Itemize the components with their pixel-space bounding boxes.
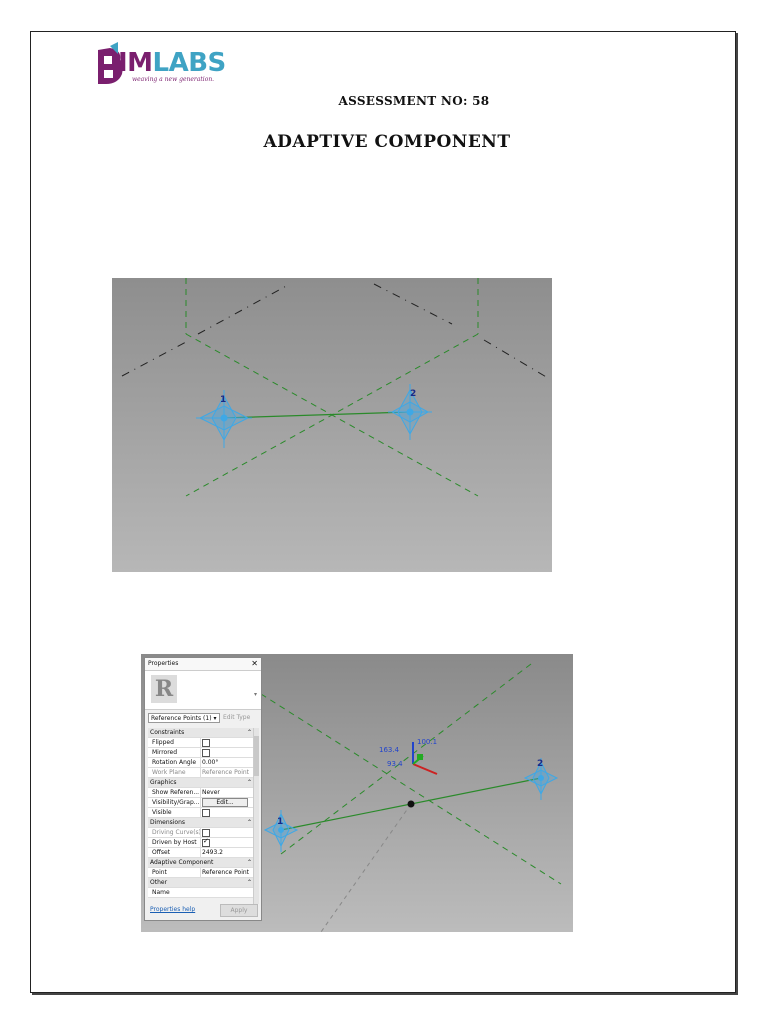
property-value[interactable]: 0.00°	[200, 758, 254, 767]
property-row[interactable]	[148, 798, 254, 808]
screenshot-2-viewport	[141, 654, 573, 932]
property-group-label: Dimensions	[150, 819, 186, 826]
property-value[interactable]: 2493.2	[200, 848, 254, 857]
collapse-icon[interactable]: ⌃	[246, 819, 252, 826]
property-value[interactable]: Never	[200, 788, 254, 797]
property-row[interactable]	[148, 838, 254, 848]
close-icon[interactable]: ✕	[251, 659, 258, 668]
assessment-number: ASSESSMENT NO: 58	[338, 94, 490, 108]
property-key: Show Referen...	[152, 789, 200, 796]
property-group-dimensions[interactable]	[148, 818, 254, 828]
property-group-label: Adaptive Component	[150, 859, 214, 866]
property-key: Visibility/Grap...	[152, 799, 200, 806]
element-selector-value: Reference Points (1)	[151, 715, 212, 722]
type-selector-row	[145, 713, 261, 725]
property-group-label: Constraints	[150, 729, 185, 736]
property-checkbox[interactable]	[200, 838, 254, 847]
point-label-2: 2	[410, 389, 417, 399]
viewport-1-drawing	[112, 278, 552, 572]
logo-tagline: weaving a new generation.	[132, 76, 215, 83]
properties-header	[145, 658, 261, 671]
gizmo-label-3: 93.4	[387, 760, 403, 768]
collapse-icon[interactable]: ⌃	[246, 729, 252, 736]
checkbox[interactable]	[202, 829, 210, 837]
properties-scrollbar[interactable]	[253, 728, 259, 904]
gizmo-label-2: 100.1	[417, 738, 438, 746]
chevron-down-icon[interactable]: ▾	[253, 691, 257, 698]
property-key: Mirrored	[152, 749, 178, 756]
page-title: ADAPTIVE COMPONENT	[263, 132, 511, 152]
property-key: Offset	[152, 849, 171, 856]
property-group-label: Other	[150, 879, 168, 886]
edit-button[interactable]: Edit...	[202, 798, 248, 807]
screenshot-1-viewport	[112, 278, 552, 572]
property-key: Rotation Angle	[152, 759, 197, 766]
checkbox[interactable]	[202, 739, 210, 747]
property-key: Driving Curve(s)	[152, 829, 201, 836]
gizmo-label-1: 163.4	[379, 746, 400, 754]
logo-labs: LABS	[152, 48, 226, 78]
bimlabs-logo	[96, 46, 246, 90]
collapse-icon[interactable]: ⌃	[246, 879, 252, 886]
property-key: Visible	[152, 809, 172, 816]
properties-title: Properties	[148, 660, 179, 667]
property-key: Flipped	[152, 739, 174, 746]
property-value[interactable]: Reference Point	[200, 768, 254, 777]
scrollbar-thumb[interactable]	[254, 736, 259, 776]
point-label-2b: 2	[537, 759, 544, 769]
checkbox[interactable]	[202, 839, 210, 847]
logo-im: IM	[118, 48, 153, 78]
property-key: Work Plane	[152, 769, 186, 776]
checkbox[interactable]	[202, 749, 210, 757]
connecting-line	[224, 412, 408, 418]
properties-help-link[interactable]: Properties help	[150, 906, 196, 913]
property-row[interactable]	[148, 808, 254, 818]
property-group-label: Graphics	[150, 779, 177, 786]
xyz-gizmo-icon[interactable]	[379, 738, 437, 774]
type-preview	[145, 671, 261, 710]
point-label-1: 1	[220, 395, 227, 405]
properties-table	[148, 728, 254, 898]
element-selector-dropdown[interactable]: Reference Points (1) ▾	[148, 713, 220, 723]
property-row[interactable]	[148, 828, 254, 838]
property-value[interactable]: Reference Point	[200, 868, 254, 877]
property-row[interactable]	[148, 748, 254, 758]
property-group-other[interactable]	[148, 878, 254, 888]
property-row[interactable]	[148, 738, 254, 748]
logo-wordmark	[118, 48, 226, 78]
property-checkbox[interactable]	[200, 808, 254, 817]
property-key: Name	[152, 889, 170, 896]
property-row[interactable]	[148, 888, 254, 898]
property-group-constraints[interactable]	[148, 728, 254, 738]
property-button-cell[interactable]	[200, 798, 254, 807]
property-key: Point	[152, 869, 167, 876]
properties-footer	[148, 904, 258, 916]
property-checkbox[interactable]	[200, 748, 254, 757]
property-row[interactable]	[148, 788, 254, 798]
property-group-adaptive-component[interactable]	[148, 858, 254, 868]
apply-button[interactable]: Apply	[220, 904, 258, 917]
property-checkbox[interactable]	[200, 738, 254, 747]
property-row[interactable]	[148, 848, 254, 858]
revit-type-icon: R	[151, 675, 177, 703]
point-label-1b: 1	[277, 817, 284, 827]
edit-type-button[interactable]: Edit Type	[223, 714, 251, 721]
property-row[interactable]	[148, 758, 254, 768]
midpoint-marker	[408, 801, 415, 808]
property-row[interactable]	[148, 868, 254, 878]
property-group-graphics[interactable]	[148, 778, 254, 788]
property-row[interactable]	[148, 768, 254, 778]
checkbox[interactable]	[202, 809, 210, 817]
properties-palette	[144, 657, 262, 921]
collapse-icon[interactable]: ⌃	[246, 779, 252, 786]
property-key: Driven by Host	[152, 839, 197, 846]
collapse-icon[interactable]: ⌃	[246, 859, 252, 866]
